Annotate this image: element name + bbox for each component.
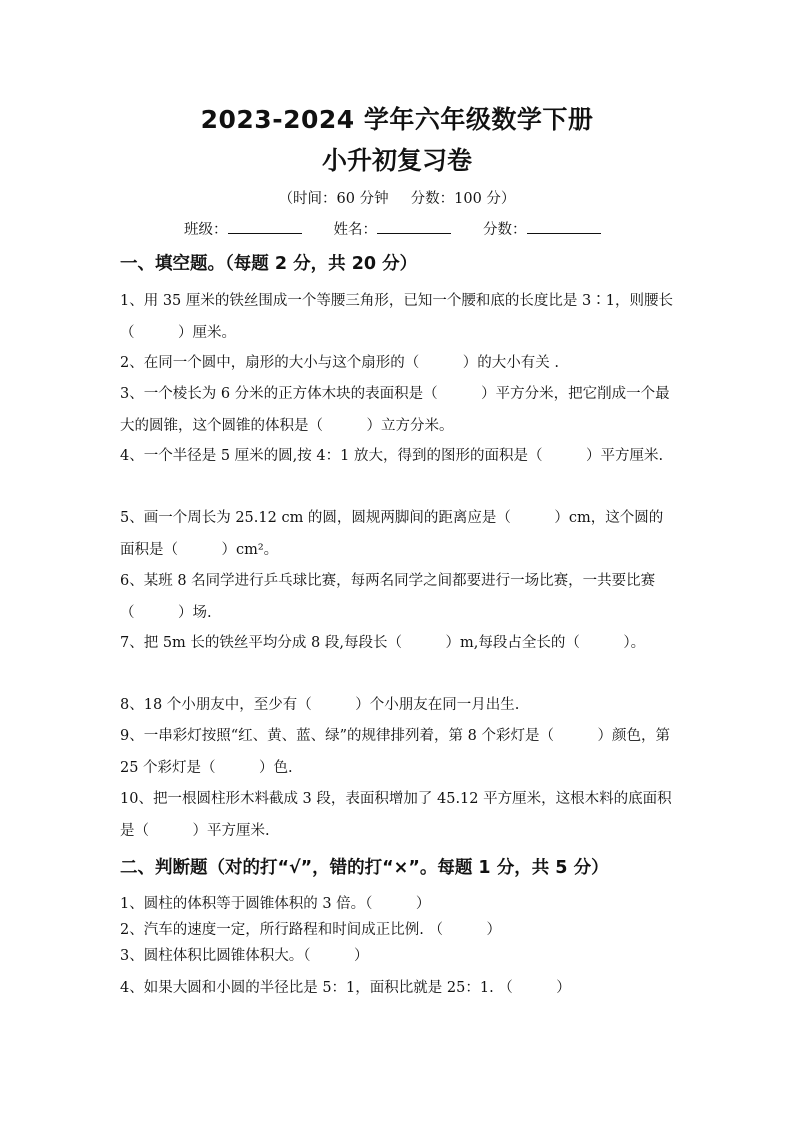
judge-question: 4、如果大圆和小圆的半径比是 5：1，面积比就是 25：1. （ ） (120, 980, 571, 996)
exam-subtitle: 小升初复习卷 (321, 146, 472, 175)
time-limit: （时间：60 分钟 (278, 191, 389, 207)
question: 1、用 35 厘米的铁丝围成一个等腰三角形，已知一个腰和底的长度比是 3∶1，则腰长（ ）厘米。 (120, 293, 673, 341)
question: 7、把 5m 长的铁丝平均分成 8 段,每段长（ ）m,每段占全长的（ ）。 (120, 635, 646, 651)
question: 3、一个棱长为 6 分米的正方体木块的表面积是（ ）平方分米，把它削成一个最大的圆锥，这个圆锥的体积是（ ）立方分米。 (120, 386, 670, 434)
question: 4、一个半径是 5 厘米的圆,按 4：1 放大，得到的图形的面积是（ ）平方厘米. (120, 448, 664, 464)
question: 8、18 个小朋友中，至少有（ ）个小朋友在同一月出生. (120, 697, 520, 713)
exam-title: 2023-2024 学年六年级数学下册 (200, 105, 594, 134)
question: 6、某班 8 名同学进行乒乓球比赛，每两名同学之间都要进行一场比赛，一共要比赛（ ）场. (120, 573, 656, 621)
question: 2、在同一个圆中，扇形的大小与这个扇形的（ ）的大小有关 . (120, 355, 559, 371)
exam-meta (0, 187, 794, 208)
name-blank (377, 220, 451, 234)
class-label: 班级： (184, 222, 228, 238)
score-label: 分数： (483, 222, 527, 238)
question: 10、把一根圆柱形木料截成 3 段，表面积增加了 45.12 平方厘米，这根木料的底面积是（ ）平方厘米. (120, 791, 672, 839)
class-blank (228, 220, 302, 234)
section-heading-true-false: 二、判断题（对的打“√”，错的打“×”。每题 1 分，共 5 分） (120, 858, 609, 878)
name-label: 姓名： (333, 222, 377, 238)
question: 9、一串彩灯按照“红、黄、蓝、绿”的规律排列着，第 8 个彩灯是（ ）颜色，第 25 个彩灯是（ ）色. (120, 728, 670, 776)
score-blank (527, 220, 601, 234)
question: 5、画一个周长为 25.12 cm 的圆，圆规两脚间的距离应是（ ）cm，这个圆的面积是（ ）cm²。 (120, 510, 664, 558)
total-score: 分数：100 分） (410, 191, 516, 207)
judge-question: 3、圆柱体积比圆锥体积大。（ ） (120, 948, 369, 964)
judge-question: 2、汽车的速度一定，所行路程和时间成正比例. （ ） (120, 922, 501, 938)
section-heading-fill-blank: 一、填空题。（每题 2 分，共 20 分） (120, 254, 418, 274)
judge-question: 1、圆柱的体积等于圆锥体积的 3 倍。（ ） (120, 896, 431, 912)
student-info-row (184, 218, 633, 239)
